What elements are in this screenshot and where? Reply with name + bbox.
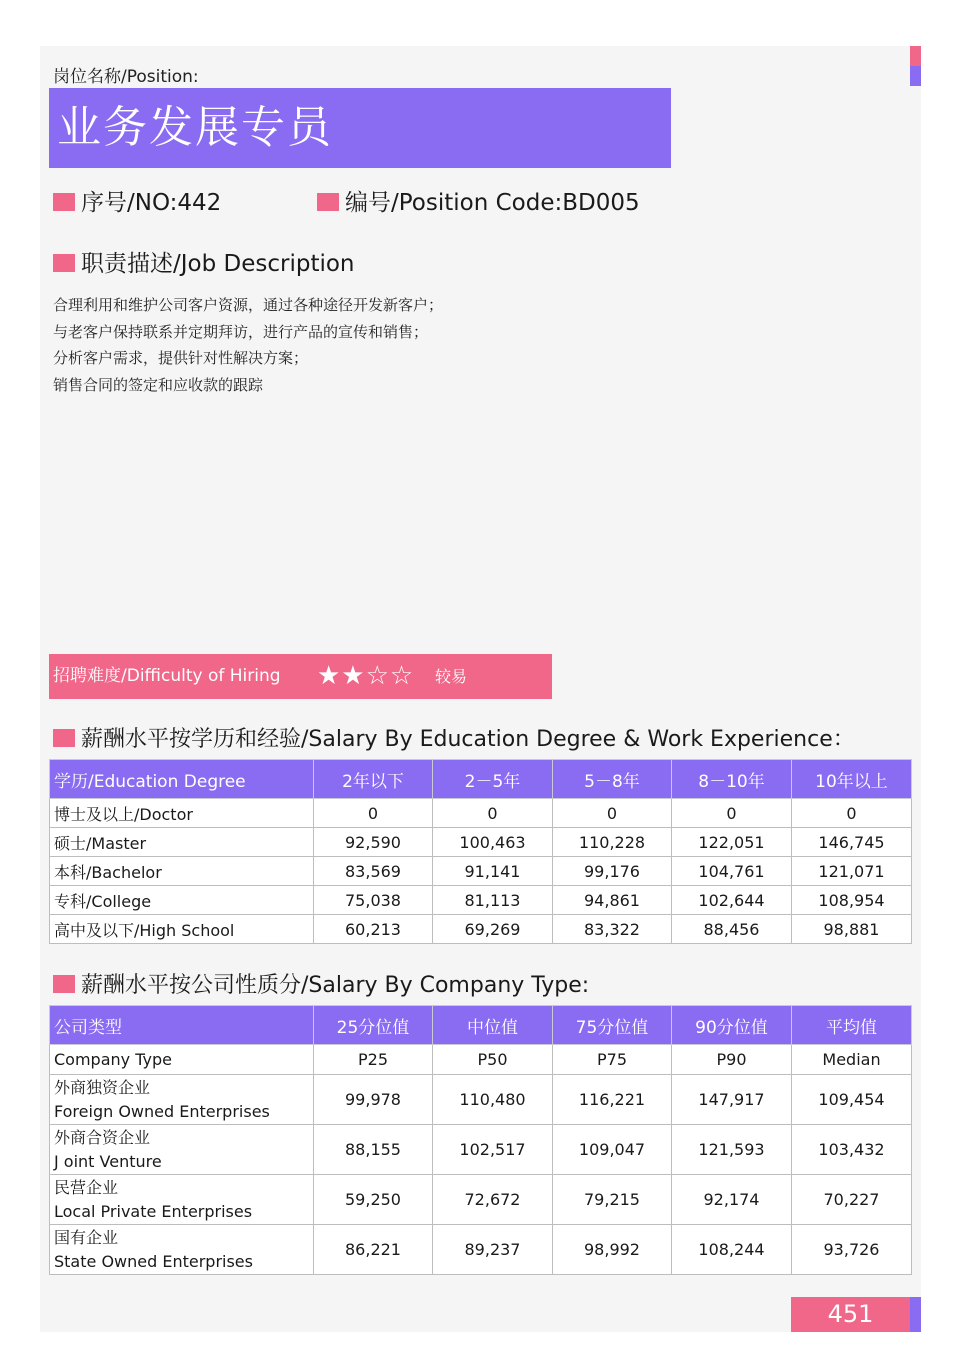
table-cell: 75,038 bbox=[314, 886, 433, 915]
table-cell: 99,176 bbox=[553, 857, 672, 886]
table-cell: 109,047 bbox=[553, 1125, 672, 1175]
table-row bbox=[50, 1225, 912, 1275]
salary-company-heading bbox=[53, 968, 589, 999]
table-cell: 83,322 bbox=[553, 915, 672, 944]
table-row bbox=[50, 799, 912, 828]
column-header: 25分位值 bbox=[314, 1006, 433, 1045]
table-subheader-row bbox=[50, 1045, 912, 1075]
table-row bbox=[50, 1125, 912, 1175]
job-description-item: 合理利用和维护公司客户资源，通过各种途径开发新客户； bbox=[53, 296, 444, 314]
table-cell: 59,250 bbox=[314, 1175, 433, 1225]
bullet-square-icon bbox=[317, 193, 339, 211]
row-label: 博士及以上/Doctor bbox=[50, 799, 314, 828]
row-label: 本科/Bachelor bbox=[50, 857, 314, 886]
table-cell: 0 bbox=[672, 799, 792, 828]
corner-accent-bottom bbox=[910, 1297, 921, 1332]
column-header: 2年以下 bbox=[314, 760, 433, 799]
table-cell: 92,174 bbox=[672, 1175, 792, 1225]
table-cell: 102,517 bbox=[433, 1125, 553, 1175]
hiring-difficulty-bar bbox=[49, 654, 552, 699]
serial-number-text: 序号/NO:442 bbox=[81, 190, 222, 216]
table-cell: 70,227 bbox=[792, 1175, 912, 1225]
table-cell: 0 bbox=[433, 799, 553, 828]
table-cell: 79,215 bbox=[553, 1175, 672, 1225]
table-cell: 99,978 bbox=[314, 1075, 433, 1125]
table-cell: 102,644 bbox=[672, 886, 792, 915]
bullet-square-icon bbox=[53, 975, 75, 993]
table-cell: 83,569 bbox=[314, 857, 433, 886]
subheader-cell: P90 bbox=[672, 1045, 792, 1075]
row-label-cn: 外商独资企业 bbox=[54, 1077, 151, 1097]
table-cell: 147,917 bbox=[672, 1075, 792, 1125]
table-cell: 69,269 bbox=[433, 915, 553, 944]
table-cell: 104,761 bbox=[672, 857, 792, 886]
salary-company-table bbox=[49, 1005, 912, 1275]
table-cell: 0 bbox=[553, 799, 672, 828]
column-header: 公司类型 bbox=[50, 1006, 314, 1045]
column-header: 2－5年 bbox=[433, 760, 553, 799]
serial-number bbox=[53, 184, 221, 217]
table-cell: 122,051 bbox=[672, 828, 792, 857]
row-label-cn: 民营企业 bbox=[54, 1177, 119, 1197]
column-header: 5－8年 bbox=[553, 760, 672, 799]
table-cell: 110,480 bbox=[433, 1075, 553, 1125]
table-cell: 100,463 bbox=[433, 828, 553, 857]
job-description-item: 分析客户需求，提供针对性解决方案； bbox=[53, 349, 309, 367]
corner-accent-top bbox=[910, 46, 921, 86]
table-cell: 103,432 bbox=[792, 1125, 912, 1175]
position-code bbox=[317, 184, 640, 217]
table-row bbox=[50, 857, 912, 886]
table-cell: 110,228 bbox=[553, 828, 672, 857]
table-cell: 60,213 bbox=[314, 915, 433, 944]
column-header: 90分位值 bbox=[672, 1006, 792, 1045]
table-cell: 88,155 bbox=[314, 1125, 433, 1175]
row-label: 高中及以下/High School bbox=[50, 915, 314, 944]
table-row bbox=[50, 1075, 912, 1125]
row-label-en: Foreign Owned Enterprises bbox=[54, 1101, 270, 1121]
table-header-row bbox=[50, 1006, 912, 1045]
row-label-cn: 国有企业 bbox=[54, 1227, 119, 1247]
job-description-list bbox=[53, 292, 443, 398]
bullet-square-icon bbox=[53, 254, 75, 272]
table-cell: 121,593 bbox=[672, 1125, 792, 1175]
column-header: 75分位值 bbox=[553, 1006, 672, 1045]
column-header: 中位值 bbox=[433, 1006, 553, 1045]
table-cell: 94,861 bbox=[553, 886, 672, 915]
page-number: 451 bbox=[791, 1297, 910, 1332]
table-cell: 0 bbox=[792, 799, 912, 828]
bullet-square-icon bbox=[53, 193, 75, 211]
job-description-heading-text: 职责描述/Job Description bbox=[81, 251, 355, 277]
subheader-cell: Median bbox=[792, 1045, 912, 1075]
table-row bbox=[50, 828, 912, 857]
table-cell: 146,745 bbox=[792, 828, 912, 857]
row-label-en: J oint Venture bbox=[54, 1151, 162, 1171]
table-cell: 72,672 bbox=[433, 1175, 553, 1225]
subheader-cell: P75 bbox=[553, 1045, 672, 1075]
table-cell: 109,454 bbox=[792, 1075, 912, 1125]
table-cell: 88,456 bbox=[672, 915, 792, 944]
star-rating-icon: ★★☆☆ bbox=[317, 661, 415, 691]
column-header: 学历/Education Degree bbox=[50, 760, 314, 799]
salary-education-table bbox=[49, 759, 912, 944]
table-header-row bbox=[50, 760, 912, 799]
salary-company-heading-text: 薪酬水平按公司性质分/Salary By Company Type: bbox=[81, 973, 590, 998]
row-label-en: State Owned Enterprises bbox=[54, 1251, 253, 1271]
row-label: 硕士/Master bbox=[50, 828, 314, 857]
salary-education-heading bbox=[53, 722, 855, 753]
table-cell: 98,881 bbox=[792, 915, 912, 944]
job-description-heading bbox=[53, 245, 355, 278]
column-header: 10年以上 bbox=[792, 760, 912, 799]
table-cell: 116,221 bbox=[553, 1075, 672, 1125]
position-label: 岗位名称/Position: bbox=[53, 67, 199, 87]
table-cell: 108,244 bbox=[672, 1225, 792, 1275]
row-label-en: Local Private Enterprises bbox=[54, 1201, 253, 1221]
subheader-cell: P25 bbox=[314, 1045, 433, 1075]
hiring-difficulty-text: 较易 bbox=[435, 667, 468, 686]
table-row bbox=[50, 886, 912, 915]
table-cell: 0 bbox=[314, 799, 433, 828]
row-label: 专科/College bbox=[50, 886, 314, 915]
job-description-item: 与老客户保持联系并定期拜访，进行产品的宣传和销售； bbox=[53, 322, 429, 341]
row-label bbox=[50, 1225, 314, 1275]
table-row bbox=[50, 915, 912, 944]
table-cell: 89,237 bbox=[433, 1225, 553, 1275]
position-title: 业务发展专员 bbox=[49, 88, 671, 168]
table-cell: 86,221 bbox=[314, 1225, 433, 1275]
salary-education-heading-text: 薪酬水平按学历和经验/Salary By Education Degree & Work Experience： bbox=[81, 727, 855, 752]
table-cell: 98,992 bbox=[553, 1225, 672, 1275]
table-row bbox=[50, 1175, 912, 1225]
position-code-text: 编号/Position Code:BD005 bbox=[345, 190, 640, 216]
row-label bbox=[50, 1175, 314, 1225]
table-cell: 91,141 bbox=[433, 857, 553, 886]
bullet-square-icon bbox=[53, 729, 75, 747]
subheader-cell: Company Type bbox=[50, 1045, 314, 1075]
table-cell: 81,113 bbox=[433, 886, 553, 915]
subheader-cell: P50 bbox=[433, 1045, 553, 1075]
row-label-cn: 外商合资企业 bbox=[54, 1127, 151, 1147]
column-header: 8－10年 bbox=[672, 760, 792, 799]
table-cell: 108,954 bbox=[792, 886, 912, 915]
row-label bbox=[50, 1125, 314, 1175]
hiring-difficulty-label: 招聘难度/Difficulty of Hiring bbox=[53, 666, 281, 686]
row-label bbox=[50, 1075, 314, 1125]
column-header: 平均值 bbox=[792, 1006, 912, 1045]
job-description-item: 销售合同的签定和应收款的跟踪 bbox=[53, 375, 264, 394]
table-cell: 121,071 bbox=[792, 857, 912, 886]
table-cell: 93,726 bbox=[792, 1225, 912, 1275]
table-cell: 92,590 bbox=[314, 828, 433, 857]
